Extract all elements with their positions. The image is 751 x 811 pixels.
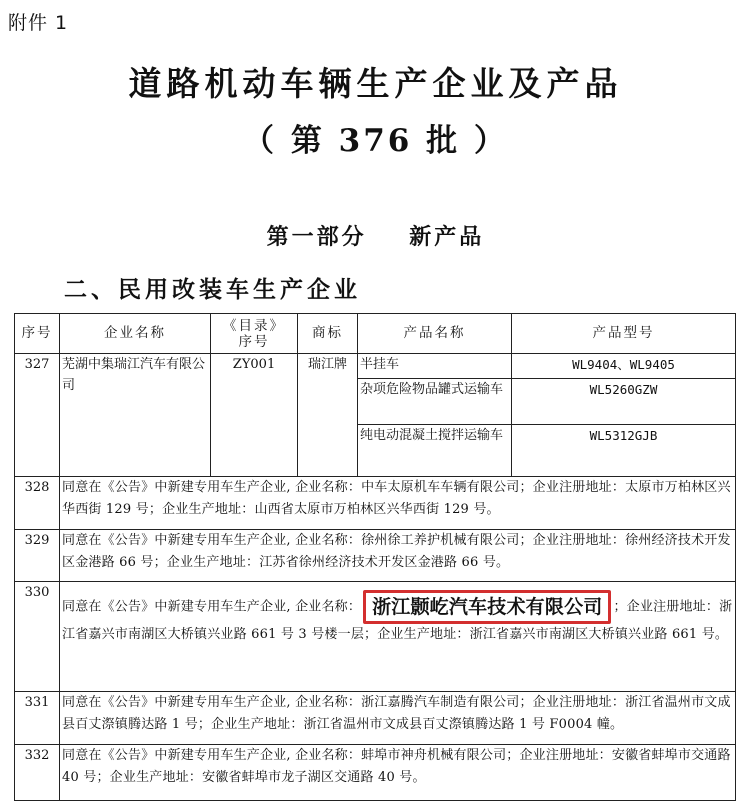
row-327-brand: 瑞江牌 bbox=[298, 354, 358, 477]
row-329-seq: 329 bbox=[15, 530, 60, 582]
row-330-seq: 330 bbox=[15, 582, 60, 692]
row-330-text bbox=[60, 582, 736, 692]
header-seq: 序号 bbox=[15, 314, 60, 354]
header-catalog-line2: 序号 bbox=[238, 333, 270, 350]
section-heading: 二、民用改装车生产企业 bbox=[64, 277, 361, 303]
row-331-seq: 331 bbox=[15, 692, 60, 745]
header-brand: 商标 bbox=[298, 314, 358, 354]
product-model: WL9404、WL9405 bbox=[512, 354, 736, 379]
product-name: 半挂车 bbox=[358, 354, 512, 379]
header-company: 企业名称 bbox=[60, 314, 211, 354]
row-327-company: 芜湖中集瑞江汽车有限公司 bbox=[60, 354, 211, 477]
table-row bbox=[15, 692, 736, 745]
table-row bbox=[15, 582, 736, 692]
product-model: WL5260GZW bbox=[512, 379, 736, 425]
row-332-text: 同意在《公告》中新建专用车生产企业, 企业名称：蚌埠市神舟机械有限公司；企业注册地址：安徽省蚌埠市交通路 40 号；企业生产地址：安徽省蚌埠市龙子湖区交通路 40 号。 bbox=[60, 745, 736, 801]
header-product-name: 产品名称 bbox=[358, 314, 512, 354]
row-328-seq: 328 bbox=[15, 477, 60, 530]
table-row bbox=[15, 530, 736, 582]
product-name: 纯电动混凝土搅拌运输车 bbox=[358, 425, 512, 477]
part-heading: 第一部分 新产品 bbox=[266, 225, 485, 250]
header-catalog-line1: 《目录》 bbox=[223, 317, 285, 334]
table-row bbox=[15, 477, 736, 530]
highlighted-company-name: 浙江颢屹汽车技术有限公司 bbox=[363, 590, 611, 624]
document-title: 道路机动车辆生产企业及产品 bbox=[128, 64, 623, 103]
product-name: 杂项危险物品罐式运输车 bbox=[358, 379, 512, 425]
header-product-model: 产品型号 bbox=[512, 314, 736, 354]
row-329-text: 同意在《公告》中新建专用车生产企业, 企业名称：徐州徐工养护机械有限公司；企业注册地址：徐州经济技术开发区金港路 66 号；企业生产地址：江苏省徐州经济技术开发区金港路 66 号。 bbox=[60, 530, 736, 582]
table-row bbox=[15, 354, 736, 379]
enterprise-table bbox=[14, 313, 736, 801]
table-row bbox=[15, 745, 736, 801]
row-331-text: 同意在《公告》中新建专用车生产企业, 企业名称：浙江嘉腾汽车制造有限公司；企业注册地址：浙江省温州市文成县百丈漈镇腾达路 1 号；企业生产地址：浙江省温州市文成县百丈漈镇腾达路 1 号 F0004 幢。 bbox=[60, 692, 736, 745]
attachment-label: 附件 1 bbox=[8, 12, 69, 34]
row-330-text-before: 同意在《公告》中新建专用车生产企业, 企业名称： bbox=[62, 599, 362, 615]
row-330-text-after: ；企业注册地址：浙江省嘉兴市南湖区大桥镇兴业路 661 号 3 号楼一层；企业生产地址：浙江省嘉兴市南湖区大桥镇兴业路 661 号。 bbox=[62, 599, 733, 642]
row-327-seq: 327 bbox=[15, 354, 60, 477]
product-model: WL5312GJB bbox=[512, 425, 736, 477]
table-header-row bbox=[15, 314, 736, 354]
header-catalog bbox=[211, 314, 298, 354]
row-328-text: 同意在《公告》中新建专用车生产企业, 企业名称：中车太原机车车辆有限公司；企业注册地址：太原市万柏林区兴华西街 129 号；企业生产地址：山西省太原市万柏林区兴华西街 129 号。 bbox=[60, 477, 736, 530]
batch-number: （ 第 376 批 ） bbox=[243, 123, 508, 159]
row-332-seq: 332 bbox=[15, 745, 60, 801]
row-327-catalog: ZY001 bbox=[211, 354, 298, 477]
